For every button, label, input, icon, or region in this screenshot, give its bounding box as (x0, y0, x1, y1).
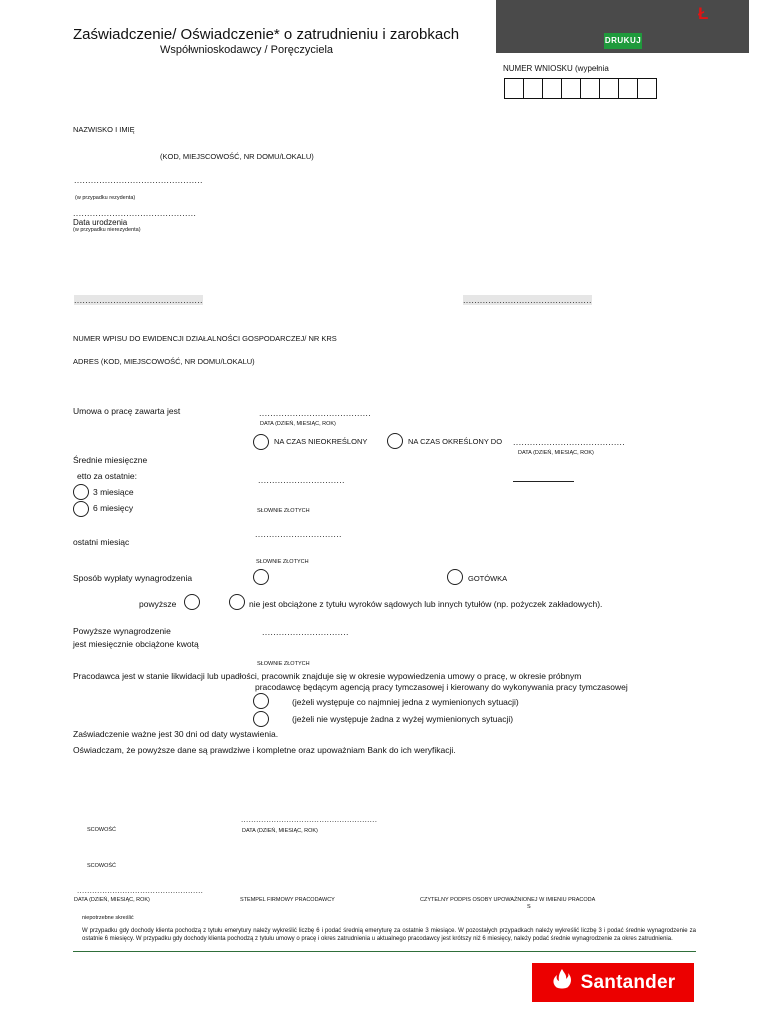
six-months-label: 6 miesięcy (93, 503, 134, 513)
brand-name: Santander (580, 971, 676, 993)
application-number-cell[interactable] (637, 78, 657, 99)
burden-label-line-2: jest miesięcznie obciążone kwotą (73, 639, 199, 649)
encumbered-radio[interactable] (184, 594, 200, 610)
resident-field[interactable]: .............................................. (74, 175, 203, 185)
liquidation-text-2: pracodawcę będącym agencją pracy tymczasowej i kierowany do wykonywania pracy tymczasowej (255, 682, 628, 692)
application-number-cells[interactable] (505, 78, 657, 99)
employer-nip-field[interactable]: .............................................. (463, 295, 592, 305)
signature-date-label: DATA (DZIEŃ, MIESIĄC, ROK) (242, 828, 318, 834)
flame-icon (551, 968, 573, 997)
contract-date-field[interactable]: ........................................ (259, 408, 372, 418)
footer-divider (73, 951, 696, 952)
birth-date-label: Data urodzenia (73, 218, 128, 227)
indefinite-radio[interactable] (253, 434, 269, 450)
average-amount-field[interactable]: ............................... (258, 475, 345, 485)
signature-label: CZYTELNY PODPIS OSOBY UPOWAŻNIONEJ W IMIENIU PRACODA (420, 897, 596, 903)
last-month-amount-field[interactable]: ............................... (255, 529, 342, 539)
encumbrance-text: nie jest obciążone z tytułu wyroków sądowych lub innych tytułów (np. pożyczek zakładowych). (249, 599, 603, 609)
footnote-text: W przypadku gdy dochody klienta pochodzą z tytułu emerytury należy wykreślić liczbę 6 i podać średnią emeryturę za ostatnie 3 miesiące. W pozostałych przypadkach należy wykreślić liczbę 3 i podać średnie wynagrodzenie za ostatnie 6 miesięcy. W przypadku gdy dochody klienta pochodzą z tytułu umowy o pracę i okres zatrudnienia u aktualnego pracodawcy jest krótszy niż 6 miesięcy, należy podać średnie wynagrodzenie za okres zatrudnienia. (82, 928, 696, 942)
signature-date-field[interactable]: ...................................................... (241, 815, 378, 824)
name-label: NAZWISKO I IMIĘ (73, 125, 135, 134)
resident-note: (w przypadku rezydenta) (75, 195, 136, 201)
cash-label: GOTÓWKA (468, 574, 508, 583)
indefinite-label: NA CZAS NIEOKREŚLONY (274, 437, 368, 446)
bottom-date-field[interactable]: .................................................. (77, 886, 204, 895)
not-encumbered-radio[interactable] (229, 594, 245, 610)
situation-no-radio[interactable] (253, 711, 269, 727)
employer-name-field[interactable]: .............................................. (74, 295, 203, 305)
cash-radio[interactable] (447, 569, 463, 585)
validity-text: Zaświadczenie ważne jest 30 dni od daty wystawienia. (73, 729, 279, 739)
corner-letter: Ł (698, 4, 709, 23)
application-number-label: NUMER WNIOSKU (wypełnia (503, 64, 609, 73)
fixed-term-date-label: DATA (DZIEŃ, MIESIĄC, ROK) (518, 450, 594, 456)
last-month-words-label: SŁOWNIE ZŁOTYCH (256, 559, 309, 565)
three-months-label: 3 miesiące (93, 487, 134, 497)
form-subtitle: Współwnioskodawcy / Poręczyciela (160, 44, 334, 56)
declaration-text: Oświadczam, że powyższe dane są prawdziwe i kompletne oraz upoważniam Bank do ich weryfikacji. (73, 745, 456, 755)
application-number-cell[interactable] (580, 78, 600, 99)
burden-label-line-1: Powyższe wynagrodzenie (73, 626, 171, 636)
three-months-radio[interactable] (73, 484, 89, 500)
bottom-date-label: DATA (DZIEŃ, MIESIĄC, ROK) (74, 897, 150, 903)
net-label: etto za ostatnie: (77, 471, 138, 481)
application-number-cell[interactable] (561, 78, 581, 99)
burden-words-label: SŁOWNIE ZŁOTYCH (257, 661, 310, 667)
employer-address-label: ADRES (KOD, MIEJSCOWOŚĆ, NR DOMU/LOKALU) (73, 357, 255, 366)
application-number-cell[interactable] (618, 78, 638, 99)
contract-label: Umowa o pracę zawarta jest (73, 406, 181, 416)
transfer-radio[interactable] (253, 569, 269, 585)
fixed-term-label: NA CZAS OKREŚLONY DO (408, 437, 503, 446)
signature-label-2: S (527, 904, 531, 910)
application-number-cell[interactable] (504, 78, 524, 99)
santander-logo (532, 963, 694, 1002)
six-months-radio[interactable] (73, 501, 89, 517)
liquidation-text: Pracodawca jest w stanie likwidacji lub upadłości, pracownik znajduje się w okresie wypowiedzenia umowy o pracę, w okresie próbnym (73, 671, 582, 681)
currency-line (513, 481, 574, 482)
average-label: Średnie miesięczne (73, 455, 148, 465)
application-number-cell[interactable] (599, 78, 619, 99)
above-label: powyższe (139, 599, 177, 609)
print-button[interactable]: DRUKUJ (604, 33, 642, 49)
application-number-cell[interactable] (542, 78, 562, 99)
nonresident-note: (w przypadku nierezydenta) (73, 227, 141, 233)
situation-yes-label: (jeżeli występuje co najmniej jedna z wymienionych sytuacji) (292, 697, 519, 707)
situation-no-label: (jeżeli nie występuje żadna z wyżej wymienionych sytuacji) (292, 714, 514, 724)
burden-amount-field[interactable]: ............................... (262, 627, 349, 637)
place-label-2: SCOWOŚĆ (87, 863, 117, 869)
registry-label: NUMER WPISU DO EWIDENCJI DZIAŁALNOŚCI GOSPODARCZEJ/ NR KRS (73, 334, 337, 343)
payment-method-label: Sposób wypłaty wynagrodzenia (73, 573, 193, 583)
fixed-term-date-field[interactable]: ........................................ (513, 437, 626, 447)
contract-date-label: DATA (DZIEŃ, MIESIĄC, ROK) (260, 421, 336, 427)
application-number-cell[interactable] (523, 78, 543, 99)
situation-yes-radio[interactable] (253, 693, 269, 709)
strike-note: niepotrzebne skreślić (82, 915, 134, 921)
birth-date-field[interactable]: ............................................ (73, 208, 197, 218)
form-title: Zaświadczenie/ Oświadczenie* o zatrudnieniu i zarobkach (73, 26, 460, 43)
stamp-label: STEMPEL FIRMOWY PRACODAWCY (240, 897, 335, 903)
address-label: (KOD, MIEJSCOWOŚĆ, NR DOMU/LOKALU) (160, 152, 314, 161)
fixed-term-radio[interactable] (387, 433, 403, 449)
amount-in-words-label: SŁOWNIE ZŁOTYCH (257, 508, 310, 514)
last-month-label: ostatni miesiąc (73, 537, 130, 547)
place-label: SCOWOŚĆ (87, 827, 117, 833)
